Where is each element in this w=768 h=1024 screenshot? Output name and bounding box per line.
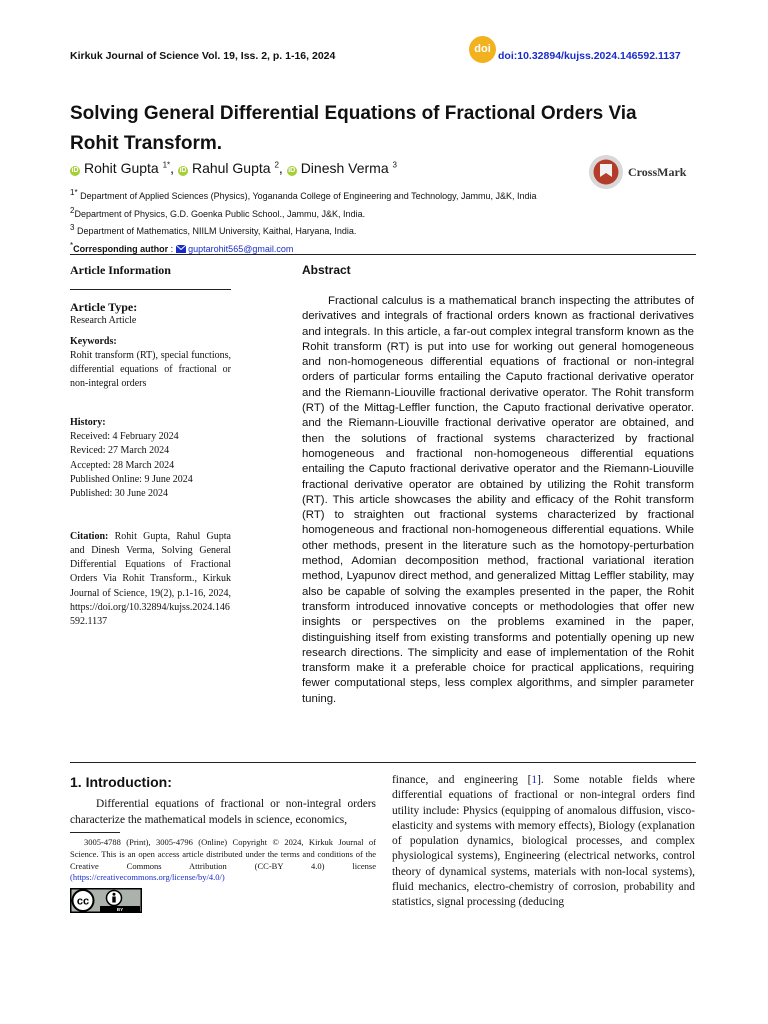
doi-link[interactable]: doi:10.32894/kujss.2024.146592.1137 xyxy=(498,50,681,62)
citation-heading: Citation: xyxy=(70,530,109,542)
intro-text: ]. Some notable fields where differential equations of fractional or non-integral orders find utility include: Physics (equipping of anomalous diffusion, visco-elasticity and systems with memory effects), Biology (explanation of population dynamics, biological processes, and complex physiological systems), Engineering (electrical networks, control theory of dynamical systems, materials with non-local systems), fluid mechanics, electro-chemistry of corrosion, probability and statistics, signal processing (deducing xyxy=(392,774,695,909)
introduction-heading: 1. Introduction: xyxy=(70,774,172,790)
svg-text:cc: cc xyxy=(76,895,90,908)
introduction-paragraph-right xyxy=(392,773,695,911)
author-2[interactable] xyxy=(178,160,279,176)
introduction-paragraph-left: Differential equations of fractional or non-integral orders characterize the mathematical models in science, economics, xyxy=(70,798,376,826)
citation xyxy=(70,530,231,630)
journal-citation-line: Kirkuk Journal of Science Vol. 19, Iss. 2, p. 1-16, 2024 xyxy=(70,50,336,62)
author-name: Dinesh Verma xyxy=(300,160,389,176)
crossmark-label: CrossMark xyxy=(628,165,687,179)
crossmark-icon xyxy=(588,152,624,192)
author-name: Rahul Gupta xyxy=(191,160,271,176)
affiliation-text: Department of Physics, G.D. Goenka Public School., Jammu, J&K, India. xyxy=(74,208,366,219)
abstract-end-divider xyxy=(70,762,696,763)
article-type-value: Research Article xyxy=(70,315,137,327)
author-affiliation-mark: 3 xyxy=(392,160,397,170)
author-list: iD Rohit Gupta $^{1*}$, iD Rahul Gupta $^2$, iD Dinesh Verma $^3$ xyxy=(71,160,397,176)
orcid-icon[interactable]: iD xyxy=(71,167,79,174)
article-info-divider xyxy=(70,289,231,290)
cc-by-icon xyxy=(70,888,142,913)
corresponding-email-link[interactable]: guptarohit565@gmail.com xyxy=(188,243,294,254)
history-revised: Reviced: 27 March 2024 xyxy=(70,445,170,457)
corresponding-label: Corresponding author xyxy=(73,243,169,254)
corresponding-separator: : xyxy=(168,243,176,254)
header-divider xyxy=(70,254,696,255)
orcid-icon[interactable]: iD xyxy=(288,167,296,174)
intro-text: finance, and engineering [ xyxy=(392,774,532,786)
svg-text:BY: BY xyxy=(116,906,124,912)
citation-text: Rohit Gupta, Rahul Gupta and Dinesh Verma, Solving General Differential Equations of Fractional Orders Via Rohit Transform., Kirkuk Journal of Science, 19(2), p.1-16, 2024, https://doi.org/10.32894/kujss.2024.146592.1137 xyxy=(70,530,231,628)
history-heading: History: xyxy=(70,416,106,428)
article-info-heading: Article Information xyxy=(70,263,171,277)
footnote-divider xyxy=(70,832,120,833)
license-link[interactable]: (https://creativecommons.org/license/by/4.0/) xyxy=(70,872,225,883)
affiliation-mark: 3 xyxy=(70,223,75,232)
orcid-icon[interactable]: iD xyxy=(179,167,187,174)
affiliation-mark: 2 xyxy=(70,205,75,215)
author-affiliation-mark: 2 xyxy=(274,160,279,170)
history-published-online: Published Online: 9 June 2024 xyxy=(70,473,193,485)
copyright-notice xyxy=(70,837,376,884)
keywords-value: Rohit transform (RT), special functions, differential equations of fractional or non-integral orders xyxy=(70,349,231,390)
crossmark-badge[interactable] xyxy=(588,152,690,192)
affiliation-text: Department of Applied Sciences (Physics), Yogananda College of Engineering and Technology, Jammu, J&K, India xyxy=(80,191,537,201)
article-type-heading: Article Type: xyxy=(70,300,138,314)
affiliation-1 xyxy=(70,186,537,204)
affiliations xyxy=(70,186,537,256)
copyright-text: 3005-4788 (Print), 3005-4796 (Online) Copyright © 2024, Kirkuk Journal of Science. This is an open access article distributed under the terms and conditions of the Creative Commons Attribution (CC-BY 4.0) license xyxy=(70,837,376,871)
author-affiliation-mark: 1* xyxy=(162,160,171,170)
email-icon xyxy=(176,245,186,253)
cc-by-license-badge[interactable] xyxy=(70,888,142,913)
abstract-text: Fractional calculus is a mathematical branch inspecting the attributes of derivatives and integrals of fractional orders known as fractional derivatives and integrals. In this article, a far-out complex integral transform known as the Rohit transform (RT) is put into use for working out general homogeneous and non-homogeneous differential equations of fractional or non-integral orders of particular forms entailing the Caputo fractional derivative operator and the Riemann-Liouville fractional derivative operator. The Rohit transform (RT) of the Mittag-Leffler function, the Caputo fractional derivative operator. and the Riemann-Liouville fractional derivative operator are obtained, and then the solutions of fractional systems characterized by fractional homogeneous and fractional non-homogeneous differential equations entailing the Caputo fractional derivative operator and the Riemann-Liouville fractional derivative operator are obtained by utilizing the Rohit transform (RT). This article showcases the ability and efficacy of the Rohit transform (RT) to straighten out fractional systems characterized by fractional homogeneous and fractional non-homogeneous differential equations. While other methods, present in the literature such as the homotopy-perturbation method, Adomian decomposition method, fractional variational iteration method, Lyapunov direct method, and generalized Mittag Leffler stability, may also be capable of solving the examples presented in the paper, the Rohit transform introduced innovative concepts or methodologies that offer new insights or perspectives on the problems examined in the paper, distinguishing itself from existing transforms and potentially opening up new research directions. The simplicity and ease of implementation of the Rohit transform make it a preferable choice for practical applications, requiring fewer computational steps, less complex algorithms, and simpler parameter tuning. xyxy=(302,295,694,705)
history-accepted: Accepted: 28 March 2024 xyxy=(70,459,175,471)
history-received: Received: 4 February 2024 xyxy=(70,431,179,443)
article-info-panel xyxy=(70,300,231,630)
keywords-heading: Keywords: xyxy=(70,335,117,347)
affiliation-mark: 1* xyxy=(70,188,78,197)
paper-title: Solving General Differential Equations of Fractional Orders Via Rohit Transform. xyxy=(70,103,637,154)
author-1[interactable] xyxy=(70,160,170,176)
author-name: Rohit Gupta xyxy=(84,160,159,176)
corresponding-mark: * xyxy=(70,240,74,250)
history-published: Published: 30 June 2024 xyxy=(70,488,169,500)
doi-logo: doi xyxy=(469,36,496,63)
affiliation-text: Department of Mathematics, NIILM University, Kaithal, Haryana, India. xyxy=(76,226,357,236)
affiliation-3 xyxy=(70,221,537,239)
affiliation-2 xyxy=(70,204,537,222)
author-3[interactable] xyxy=(287,160,397,176)
abstract-heading: Abstract xyxy=(302,263,351,277)
reference-link-1[interactable]: 1 xyxy=(531,774,538,786)
